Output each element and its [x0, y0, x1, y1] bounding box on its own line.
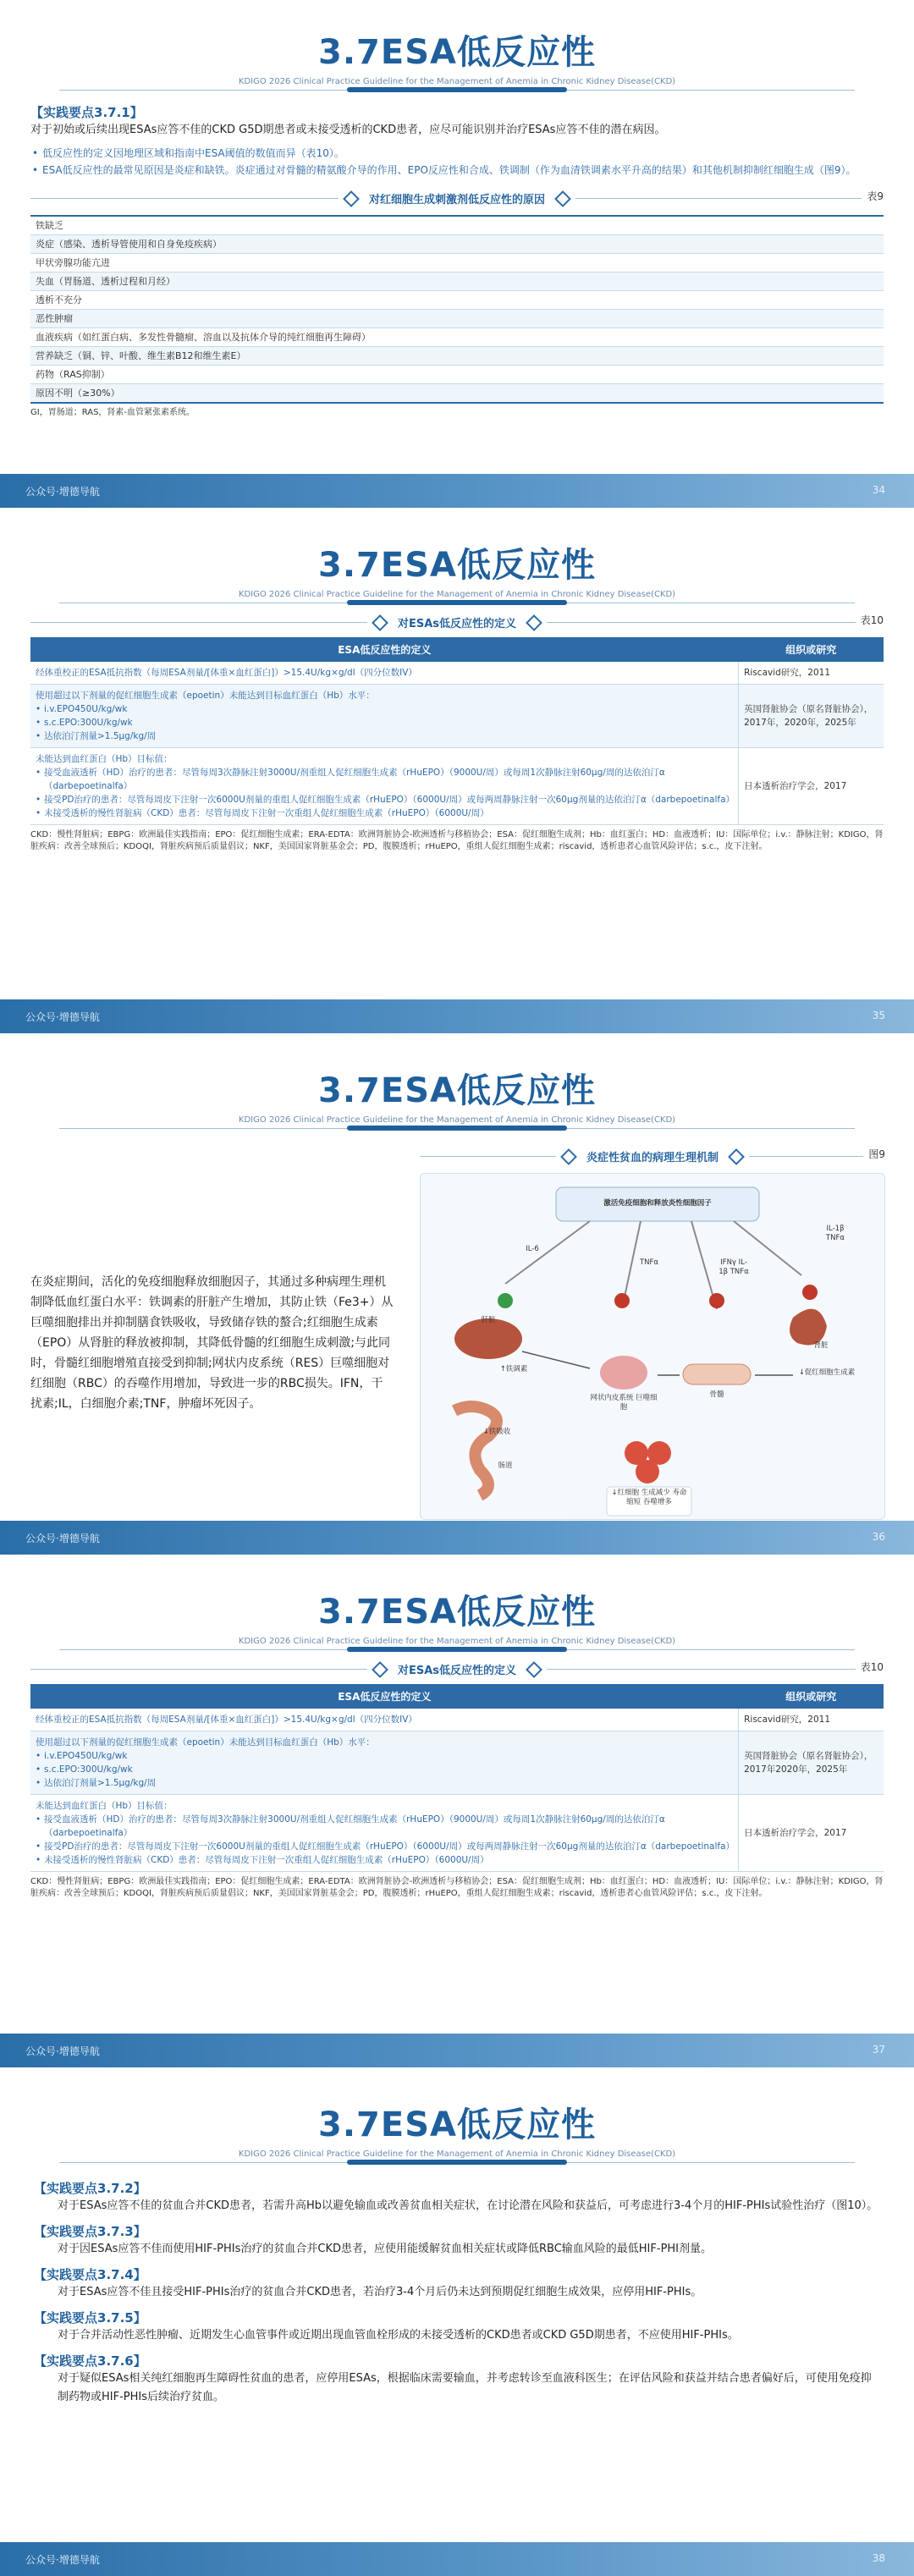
- slide-2: [0, 513, 914, 1033]
- table-cell: 药物（RAS抑制）: [30, 366, 884, 384]
- causes-table: [30, 215, 884, 404]
- table-cell: 失血（胃肠道、透析过程和月经）: [30, 272, 884, 291]
- section-label: 炎症性贫血的病理生理机制: [586, 1152, 719, 1164]
- il1-label: IL-1β TNFα: [825, 1225, 845, 1242]
- table-row: [30, 272, 884, 291]
- cell-bullet: • 达依泊汀剂量>1.5μg/kg/周: [36, 729, 733, 743]
- title-divider: [59, 2162, 855, 2171]
- table-cell: [30, 1731, 739, 1795]
- footer-bar: [0, 2542, 914, 2576]
- table-row: [30, 748, 884, 825]
- bone-marrow-label: 骨髓: [709, 1390, 724, 1399]
- table-cell: 经体重校正的ESA抵抗指数（每周ESA剂量/[体重×血红蛋白]）>15.4U/kg×g/dl（四分位数IV）: [30, 1709, 739, 1731]
- table-footnote: CKD：慢性肾脏病；EBPG：欧洲最佳实践指南；EPO：促红细胞生成素；ERA-EDTA：欧洲肾脏协会-欧洲透析与移植协会；ESA：促红细胞生成剂；Hb：血红蛋白；HD：血液透析；IU：国际单位；i.v.：静脉注射；KDIGO，肾脏疾病：改善全球预后；KDOQI，肾脏疾病预后质量倡议；NKF，美国国家肾脏基金会；PD，腹膜透析；rHuEPO，重组人促红细胞生成素；riscavid，透析患者心血管风险评估；s.c.，皮下注射。: [30, 1877, 884, 1898]
- title-divider: [59, 90, 855, 98]
- column-header: 组织或研究: [739, 1684, 884, 1709]
- key-point-text: 对于因ESAs应答不佳而使用HIF-PHIs治疗的贫血合并CKD患者，应使用能缓解贫血相关症状或降低RBC输血风险的最低HIF-PHI剂量。: [58, 2243, 713, 2255]
- liver-label: 肝脏: [481, 1316, 496, 1324]
- bullet-list: [30, 145, 884, 179]
- table-row: [30, 310, 884, 328]
- table-header-row: [30, 637, 884, 662]
- footer-source: 公众号·增德导航: [25, 486, 100, 498]
- table-header-row: [30, 1684, 884, 1709]
- table-row: [30, 1731, 884, 1795]
- slide-title: 3.7ESA低反应性: [318, 2105, 596, 2144]
- column-header: ESA低反应性的定义: [30, 1684, 739, 1709]
- table-cell: 恶性肿瘤: [30, 310, 884, 328]
- body-paragraph: 在炎症期间，活化的免疫细胞释放细胞因子，其通过多种病理生理机制降低血红蛋白水平：铁调素的肝脏产生增加，其防止铁（Fe3+）从巨噬细胞排出并抑制膳食铁吸收，导致储存铁的螯合;红细胞生成素（EPO）从肾脏的释放被抑制，其降低骨髓的红细胞生成刺激;与此同时，骨髓红细胞增殖直接受到抑制;网状内皮系统（RES）巨噬细胞对红细胞（RBC）的吞噬作用增加，导致进一步的RBC损失。IFN，干扰素;IL，白细胞介素;TNF，肿瘤坏死因子。: [30, 1275, 394, 1411]
- cell-heading: 未能达到血红蛋白（Hb）目标值：: [36, 754, 173, 764]
- cell-bullet: • 达依泊汀剂量>1.5μg/kg/周: [36, 1776, 733, 1790]
- table-row: [30, 328, 884, 347]
- section-label: 对红细胞生成刺激剂低反应性的原因: [369, 194, 546, 206]
- table-row: [30, 216, 884, 235]
- page-number: 34: [872, 484, 885, 496]
- bullet-item: • ESA低反应性的最常见原因是炎症和缺铁。炎症通过对骨髓的精氨酸介导的作用、EPO反应性和合成、铁调制（作为血清铁调素水平升高的结果）和其他机制抑制红细胞生成（图9）。: [30, 162, 884, 179]
- slide-subtitle: KDIGO 2026 Clinical Practice Guideline for the Management of Anemia in Chronic Kidney Disease(CKD): [238, 2149, 676, 2159]
- iron-absorption-label: ↓铁吸收: [482, 1428, 511, 1436]
- table-cell: Riscavid研究，2011: [739, 662, 884, 685]
- table-label: 表10: [856, 613, 884, 627]
- key-point-heading: 【实践要点3.7.5】: [34, 2310, 146, 2326]
- epo-label: ↓促红细胞生成素: [798, 1368, 856, 1377]
- table-cell: 血液疾病（如红蛋白病、多发性骨髓瘤、溶血以及抗体介导的纯红细胞再生障碍）: [30, 328, 884, 347]
- section-header: [30, 614, 884, 630]
- table-label: 表9: [862, 189, 884, 203]
- column-header: ESA低反应性的定义: [30, 637, 739, 662]
- key-point-block: [34, 2222, 880, 2259]
- table-cell: [30, 685, 739, 748]
- gut-label: 肠道: [498, 1461, 513, 1470]
- key-point-block: [34, 2265, 880, 2302]
- section-header: [30, 1661, 884, 1677]
- slide-5: [0, 2072, 914, 2576]
- diamond-icon: [728, 1148, 745, 1165]
- key-point-heading: 【实践要点3.7.4】: [34, 2267, 146, 2282]
- diamond-icon: [554, 190, 571, 207]
- table-row: [30, 366, 884, 384]
- table-row: [30, 254, 884, 272]
- title-divider: [59, 1649, 855, 1658]
- table-cell: 日本透析治疗学会，2017: [739, 748, 884, 825]
- key-point-heading: 【实践要点3.7.3】: [34, 2224, 146, 2239]
- definition-table: [30, 1684, 884, 1872]
- table-row: [30, 1795, 884, 1872]
- footer-bar: [0, 999, 914, 1033]
- hepcidin-label: ↑铁调素: [499, 1365, 528, 1373]
- cell-heading: 使用超过以下剂量的促红细胞生成素（epoetin）未能达到目标血红蛋白（Hb）水平：: [36, 691, 375, 701]
- table-label: 表10: [856, 1660, 884, 1674]
- table-cell: 英国肾脏协会（原名肾脏协会），2017年，2020年，2025年: [739, 685, 884, 748]
- table-cell: 营养缺乏（铜、锌、叶酸、维生素B12和维生素E）: [30, 347, 884, 366]
- section-header: [420, 1148, 885, 1164]
- table-cell: [30, 748, 739, 825]
- table-cell: Riscavid研究，2011: [739, 1709, 884, 1731]
- table-row: [30, 662, 884, 685]
- cell-bullet: • s.c.EPO:300U/kg/wk: [36, 1763, 733, 1776]
- diamond-icon: [526, 614, 542, 631]
- slide-title: 3.7ESA低反应性: [318, 1593, 596, 1632]
- tnf-label: TNFα: [639, 1258, 659, 1267]
- table-cell: 透析不充分: [30, 291, 884, 310]
- cell-bullet: • 接受PD治疗的患者：尽管每周皮下注射一次6000U剂量的重组人促红细胞生成素（rHuEPO）（6000U/周）或每两周静脉注射一次60μg剂量的达依泊汀α（darbepoetinalfa）: [36, 793, 733, 806]
- figure-label: 图9: [863, 1147, 885, 1161]
- cell-bullet: • i.v.EPO450U/kg/wk: [36, 702, 733, 716]
- table-footnote: GI，胃肠道；RAS，肾素-血管紧张素系统。: [30, 408, 195, 417]
- page-number: 35: [872, 1010, 885, 1021]
- diamond-icon: [560, 1148, 577, 1165]
- key-point-block: [34, 2352, 880, 2407]
- res-label: 网状内皮系统 巨噬细胞: [590, 1394, 658, 1412]
- table-cell: 甲状旁腺功能亢进: [30, 254, 884, 272]
- key-point-block: [34, 2309, 880, 2345]
- key-point-heading: 【实践要点3.7.2】: [34, 2181, 146, 2196]
- ifn-label: IFNγ IL-1β TNFα: [719, 1258, 749, 1276]
- kidney-label: 肾脏: [813, 1341, 829, 1350]
- key-point-text: 对于ESAs应答不佳的贫血合并CKD患者，若需升高Hb以避免输血或改善贫血相关症状，在讨论潜在风险和获益后，可考虑进行3-4个月的HIF-PHIs试验性治疗（图10）。: [58, 2199, 878, 2212]
- key-point-text: 对于ESAs应答不佳且接受HIF-PHIs治疗的贫血合并CKD患者，若治疗3-4个月后仍未达到预期促红细胞生成效果，应停用HIF-PHIs。: [58, 2286, 702, 2298]
- slide-title: 3.7ESA低反应性: [318, 546, 596, 585]
- table-cell: 日本透析治疗学会，2017: [739, 1795, 884, 1872]
- cell-bullet: • i.v.EPO450U/kg/wk: [36, 1749, 733, 1763]
- cell-bullet: • 未接受透析的慢性肾脏病（CKD）患者：尽管每周皮下注射一次重组人促红细胞生成素（rHuEPO）（6000U/周）: [36, 1853, 733, 1867]
- table-cell: 经体重校正的ESA抵抗指数（每周ESA剂量/[体重×血红蛋白]）>15.4U/kg×g/dl（四分位数IV）: [30, 662, 739, 685]
- key-point-heading: 【实践要点3.7.6】: [34, 2353, 146, 2369]
- table-row: [30, 384, 884, 404]
- column-header: 组织或研究: [739, 637, 884, 662]
- table-cell: 炎症（感染、透析导管使用和自身免疫疾病）: [30, 235, 884, 254]
- cell-heading: 使用超过以下剂量的促红细胞生成素（epoetin）未能达到目标血红蛋白（Hb）水平：: [36, 1737, 375, 1748]
- table-row: [30, 347, 884, 366]
- title-divider: [59, 603, 855, 611]
- table-row: [30, 235, 884, 254]
- title-divider: [59, 1128, 855, 1137]
- footer-bar: [0, 2034, 914, 2067]
- cell-bullet: • 接受血液透析（HD）治疗的患者：尽管每周3次静脉注射3000U/剂重组人促红细胞生成素（rHuEPO）（9000U/周）或每周1次静脉注射60μg/周的达依泊汀α（darbepoetinalfa）: [36, 1813, 733, 1840]
- footer-source: 公众号·增德导航: [25, 1533, 100, 1544]
- bullet-item: • 低反应性的定义因地理区域和指南中ESA阈值的数值而异（表10）。: [30, 145, 884, 162]
- cell-bullet: • 接受血液透析（HD）治疗的患者：尽管每周3次静脉注射3000U/剂重组人促红细胞生成素（rHuEPO）（9000U/周）或每周1次静脉注射60μg/周的达依泊汀α（darbepoetinalfa）: [36, 766, 733, 793]
- cell-bullet: • s.c.EPO:300U/kg/wk: [36, 716, 733, 729]
- slide-1: [0, 0, 914, 508]
- table-row: [30, 1709, 884, 1731]
- diamond-icon: [372, 1661, 388, 1678]
- page-number: 37: [872, 2044, 885, 2056]
- slide-subtitle: KDIGO 2026 Clinical Practice Guideline for the Management of Anemia in Chronic Kidney Disease(CKD): [238, 590, 676, 599]
- slide-title: 3.7ESA低反应性: [318, 33, 596, 72]
- slide-4: [0, 1560, 914, 2067]
- key-point-text: 对于疑似ESAs相关纯红细胞再生障碍性贫血的患者，应停用ESAs，根据临床需要输血，并考虑转诊至血液科医生；在评估风险和获益并结合患者偏好后，可使用免疫抑制药物或HIF-PHIs后续治疗贫血。: [58, 2372, 872, 2403]
- table-cell: [30, 1795, 739, 1872]
- table-footnote: CKD：慢性肾脏病；EBPG：欧洲最佳实践指南；EPO：促红细胞生成素；ERA-EDTA：欧洲肾脏协会-欧洲透析与移植协会；ESA：促红细胞生成剂；Hb：血红蛋白；HD：血液透析；IU：国际单位；i.v.：静脉注射；KDIGO，肾脏疾病：改善全球预后；KDOQI，肾脏疾病预后质量倡议；NKF，美国国家肾脏基金会；PD，腹膜透析；rHuEPO，重组人促红细胞生成素；riscavid，透析患者心血管风险评估；s.c.，皮下注射。: [30, 830, 884, 851]
- key-point-text: 对于合并活动性恶性肿瘤、近期发生心血管事件或近期出现血管血栓形成的未接受透析的CKD患者或CKD G5D期患者，不应使用HIF-PHIs。: [58, 2329, 739, 2342]
- table-cell: 原因不明（≥30%）: [30, 384, 884, 404]
- section-header: [30, 190, 884, 206]
- figure-top-label: 激活免疫细胞和释放炎性细胞因子: [603, 1199, 712, 1208]
- footer-source: 公众号·增德导航: [25, 1011, 100, 1023]
- il6-label: IL-6: [526, 1245, 539, 1253]
- footer-bar: [0, 1521, 914, 1555]
- table-row: [30, 685, 884, 748]
- page-number: 36: [872, 1531, 885, 1543]
- key-point-heading: 【实践要点3.7.1】: [30, 105, 143, 120]
- table-row: [30, 291, 884, 310]
- footer-bar: [0, 474, 914, 508]
- footer-source: 公众号·增德导航: [25, 2554, 100, 2566]
- key-point-text: 对于初始或后续出现ESAs应答不佳的CKD G5D期患者或未接受透析的CKD患者，应尽可能识别并治疗ESAs应答不佳的潜在病因。: [30, 124, 666, 136]
- slide-title: 3.7ESA低反应性: [318, 1071, 596, 1110]
- cell-bullet: • 未接受透析的慢性肾脏病（CKD）患者：尽管每周皮下注射一次重组人促红细胞生成素（rHuEPO）（6000U/周）: [36, 806, 733, 820]
- section-label: 对ESAs低反应性的定义: [397, 1665, 517, 1677]
- footer-source: 公众号·增德导航: [25, 2045, 100, 2057]
- cell-heading: 未能达到血红蛋白（Hb）目标值：: [36, 1801, 173, 1811]
- section-label: 对ESAs低反应性的定义: [397, 618, 517, 630]
- key-point-block: [34, 2179, 880, 2215]
- slide-subtitle: KDIGO 2026 Clinical Practice Guideline for the Management of Anemia in Chronic Kidney Disease(CKD): [238, 1115, 676, 1125]
- cell-bullet: • 接受PD治疗的患者：尽管每周皮下注射一次6000U剂量的重组人促红细胞生成素（rHuEPO）（6000U/周）或每两周静脉注射一次60μg剂量的达依泊汀α（darbepoetinalfa）: [36, 1840, 733, 1853]
- page-number: 38: [872, 2552, 885, 2564]
- definition-table: [30, 637, 884, 825]
- diamond-icon: [526, 1661, 542, 1678]
- table-cell: 英国肾脏协会（原名肾脏协会），2017年2020年，2025年: [739, 1731, 884, 1795]
- diamond-icon: [343, 190, 360, 207]
- slide-subtitle: KDIGO 2026 Clinical Practice Guideline for the Management of Anemia in Chronic Kidney Disease(CKD): [238, 77, 676, 86]
- slide-subtitle: KDIGO 2026 Clinical Practice Guideline for the Management of Anemia in Chronic Kidney Disease(CKD): [238, 1637, 676, 1646]
- table-cell: 铁缺乏: [30, 216, 884, 235]
- pathophysiology-figure: [420, 1173, 885, 1520]
- rbc-outcome-label: ↓红细胞 生成减少 寿命缩短 吞噬增多: [611, 1489, 687, 1506]
- diamond-icon: [372, 614, 388, 631]
- slide-3: [0, 1038, 914, 1555]
